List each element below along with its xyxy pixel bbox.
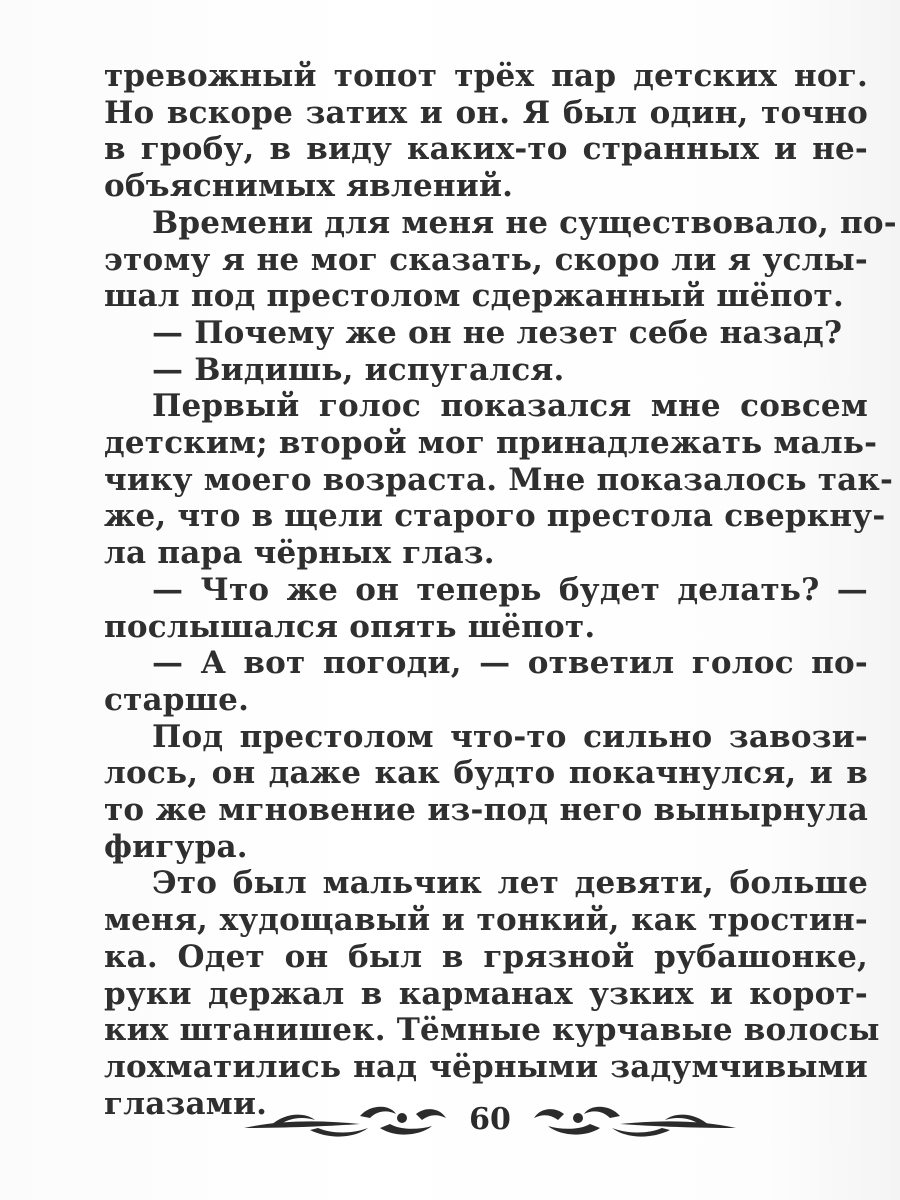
page-number: 60 bbox=[469, 1102, 511, 1137]
text-line: послышался опять шёпот. bbox=[104, 608, 596, 645]
text-line: этому я не мог сказать, скоро ли я услы- bbox=[104, 241, 868, 278]
flourish-ornament-left-icon bbox=[240, 1090, 460, 1150]
page-footer bbox=[240, 1090, 740, 1150]
text-line: шал под престолом сдержанный шёпот. bbox=[104, 278, 844, 315]
text-line: старше. bbox=[104, 681, 250, 718]
text-line: Это был мальчик лет девяти, больше bbox=[152, 865, 868, 902]
text-line: детским; второй мог принадлежать маль- bbox=[104, 425, 878, 462]
text-line: руки держал в карманах узких и корот- bbox=[104, 975, 868, 1012]
text-line: ка. Одет он был в грязной рубашонке, bbox=[104, 938, 868, 975]
flourish-ornament-right-icon bbox=[520, 1090, 740, 1150]
text-line: — Почему же он не лезет себе назад? bbox=[152, 314, 843, 351]
text-line: Под престолом что-то сильно завози- bbox=[152, 718, 868, 755]
text-line: же, что в щели старого престола сверкну- bbox=[104, 498, 886, 535]
text-line: тревожный топот трёх пар детских ног. bbox=[104, 58, 868, 94]
text-line: ких штанишек. Тёмные курчавые волосы bbox=[104, 1012, 880, 1049]
text-line: лось, он даже как будто покачнулся, и в bbox=[104, 755, 868, 792]
text-line: объяснимых явлений. bbox=[104, 168, 514, 205]
text-line: чику моего возраста. Мне показалось так- bbox=[104, 461, 894, 498]
text-line: Времени для меня не существовало, по- bbox=[152, 204, 897, 241]
text-line: ла пара чёрных глаз. bbox=[104, 535, 495, 572]
text-line: Но вскоре затих и он. Я был один, точно bbox=[104, 94, 868, 131]
text-line: лохматились над чёрными задумчивыми bbox=[104, 1048, 868, 1085]
text-line: то же мгновение из-под него вынырнула bbox=[104, 792, 868, 829]
body-text bbox=[104, 58, 897, 1122]
text-line: фигура. bbox=[104, 828, 248, 865]
text-line: — Что же он теперь будет делать? — bbox=[152, 571, 868, 608]
text-line: меня, худощавый и тонкий, как тростин- bbox=[104, 902, 868, 939]
text-line: — Видишь, испугался. bbox=[152, 351, 565, 388]
text-line: в гробу, в виду каких-то странных и не- bbox=[104, 131, 868, 168]
text-line: глазами. bbox=[104, 1085, 268, 1122]
text-line: Первый голос показался мне совсем bbox=[152, 388, 868, 425]
text-line: — А вот погоди, — ответил голос по- bbox=[152, 645, 868, 682]
